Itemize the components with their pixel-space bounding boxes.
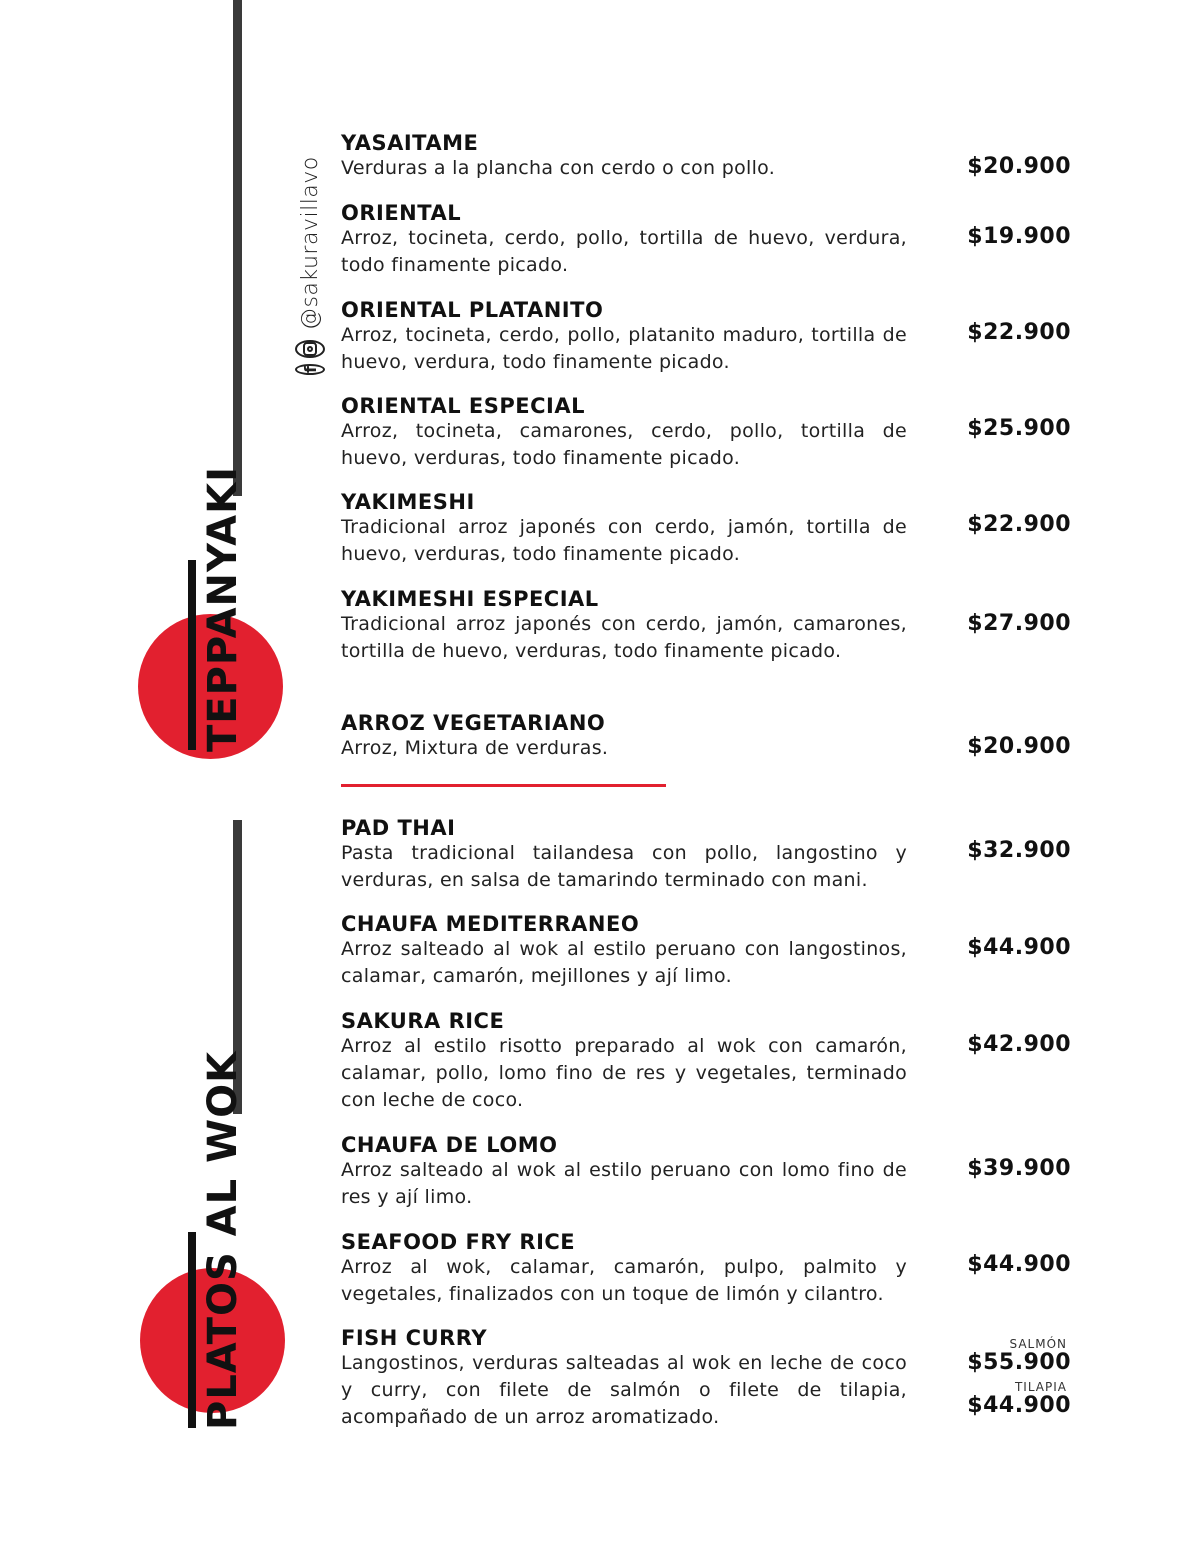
item-name: ORIENTAL	[341, 201, 462, 225]
menu-item-chaufa-mediterraneo	[341, 912, 1071, 990]
item-price: $44.900	[967, 1252, 1071, 1277]
facebook-icon[interactable]: f	[295, 364, 325, 375]
item-description: Arroz al estilo risotto preparado al wok con camarón, calamar, pollo, lomo fino de res y vegetales, terminado con leche de coco.	[341, 1035, 907, 1111]
item-price-tilapia: $44.900	[967, 1393, 1071, 1418]
item-name: YAKIMESHI	[341, 490, 475, 514]
item-price: $39.900	[967, 1156, 1071, 1181]
item-description: Arroz, tocineta, camarones, cerdo, pollo, tortilla de huevo, verduras, todo finamente picado.	[341, 420, 907, 469]
item-price: $27.900	[967, 611, 1071, 636]
item-price-salmon: $55.900	[967, 1350, 1071, 1375]
item-price: $19.900	[967, 224, 1071, 249]
item-price: $22.900	[967, 320, 1071, 345]
item-name: ORIENTAL PLATANITO	[341, 298, 604, 322]
menu-item-fish-curry	[341, 1326, 1071, 1431]
variant-label-tilapia: TILAPIA	[1014, 1380, 1067, 1394]
item-description: Verduras a la plancha con cerdo o con pollo.	[341, 157, 776, 179]
item-price: $32.900	[967, 838, 1071, 863]
menu-item-seafood-fry-rice	[341, 1230, 1071, 1308]
menu-item-yakimeshi	[341, 490, 1071, 568]
menu-item-oriental-platanito	[341, 298, 1071, 376]
menu-item-yakimeshi-especial	[341, 587, 1071, 665]
item-name: ARROZ VEGETARIANO	[341, 711, 606, 735]
section-divider	[341, 784, 666, 787]
item-name: CHAUFA MEDITERRANEO	[341, 912, 640, 936]
item-description: Arroz salteado al wok al estilo peruano con langostinos, calamar, camarón, mejillones y ají limo.	[341, 938, 907, 987]
social-handle[interactable]: @sakuravillavo	[297, 156, 323, 331]
teppanyaki-section-title: TEPPANYAKI	[200, 466, 246, 752]
item-description: Arroz, tocineta, cerdo, pollo, platanito maduro, tortilla de huevo, verdura, todo finamente picado.	[341, 324, 907, 373]
item-name: SEAFOOD FRY RICE	[341, 1230, 576, 1254]
teppanyaki-title-bar	[188, 560, 196, 750]
item-description: Tradicional arroz japonés con cerdo, jamón, tortilla de huevo, verduras, todo finamente picado.	[341, 516, 907, 565]
top-vertical-bar	[233, 0, 242, 496]
item-description: Arroz, Mixtura de verduras.	[341, 737, 609, 759]
item-price: $42.900	[967, 1032, 1071, 1057]
variant-label-salmon: SALMÓN	[1009, 1337, 1067, 1351]
menu-item-pad-thai	[341, 816, 1071, 894]
item-name: CHAUFA DE LOMO	[341, 1133, 558, 1157]
wok-title-bar	[188, 1232, 196, 1428]
item-description: Pasta tradicional tailandesa con pollo, langostino y verduras, en salsa de tamarindo terminado con mani.	[341, 842, 907, 891]
item-description: Langostinos, verduras salteadas al wok en leche de coco y curry, con filete de salmón o filete de tilapia, acompañado de un arroz aromatizado.	[341, 1352, 907, 1428]
item-name: YASAITAME	[341, 131, 479, 155]
menu-item-oriental	[341, 201, 1071, 279]
menu-item-sakura-rice	[341, 1009, 1071, 1114]
item-description: Arroz salteado al wok al estilo peruano con lomo fino de res y ají limo.	[341, 1159, 907, 1208]
menu-item-chaufa-de-lomo	[341, 1133, 1071, 1211]
item-name: FISH CURRY	[341, 1326, 488, 1350]
item-name: SAKURA RICE	[341, 1009, 505, 1033]
item-price: $20.900	[967, 734, 1071, 759]
item-name: YAKIMESHI ESPECIAL	[341, 587, 599, 611]
item-price: $20.900	[967, 154, 1071, 179]
item-description: Tradicional arroz japonés con cerdo, jamón, camarones, tortilla de huevo, verduras, todo finamente picado.	[341, 613, 907, 662]
item-description: Arroz, tocineta, cerdo, pollo, tortilla de huevo, verdura, todo finamente picado.	[341, 227, 907, 276]
item-price: $22.900	[967, 512, 1071, 537]
item-name: ORIENTAL ESPECIAL	[341, 394, 585, 418]
item-price: $44.900	[967, 935, 1071, 960]
menu-item-oriental-especial	[341, 394, 1071, 472]
menu-item-arroz-vegetariano	[341, 711, 1071, 762]
instagram-icon[interactable]	[295, 340, 325, 358]
wok-section-title: PLATOS AL WOK	[200, 1050, 246, 1430]
item-description: Arroz al wok, calamar, camarón, pulpo, palmito y vegetales, finalizados con un toque de limón y cilantro.	[341, 1256, 907, 1305]
item-name: PAD THAI	[341, 816, 456, 840]
menu-item-yasaitame	[341, 131, 1071, 182]
item-price: $25.900	[967, 416, 1071, 441]
